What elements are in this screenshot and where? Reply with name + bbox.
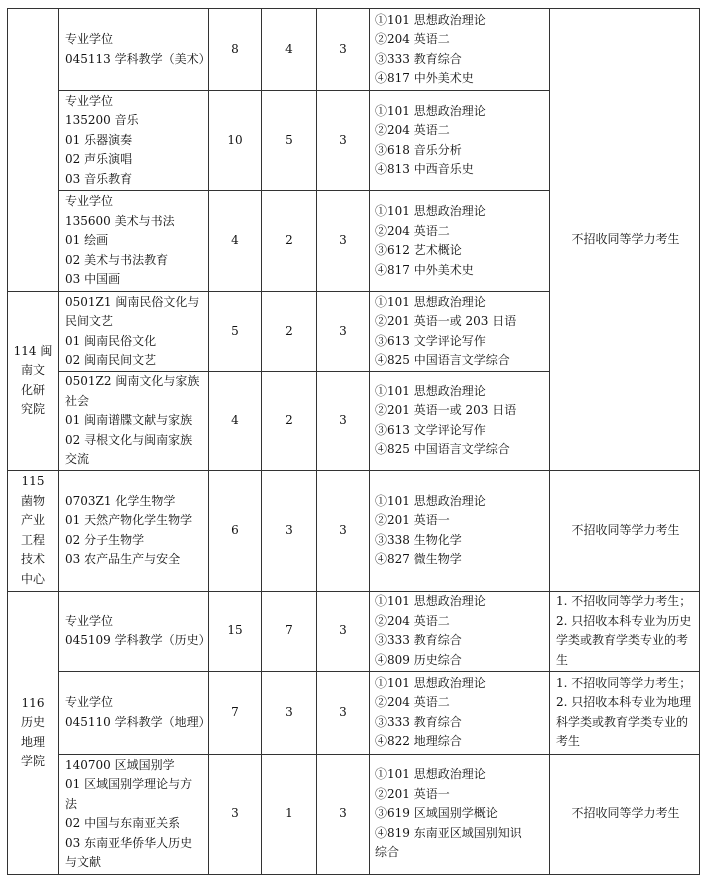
major-line: 01 绘画 <box>65 233 109 248</box>
enroll-cell: 5 <box>209 292 262 372</box>
major-line: 专业学位 <box>65 194 114 209</box>
dept-line: 化研 <box>20 382 45 397</box>
note-line: 学类或教育学类专业的考 <box>556 633 689 647</box>
dept-line: 中心 <box>20 571 45 586</box>
major-line: 045113 学科教学（美术） <box>65 51 211 66</box>
major-line: 03 音乐教育 <box>65 171 133 186</box>
exam-line: ①101 思想政治理论 <box>375 294 486 309</box>
exam-line: ④827 微生物学 <box>375 552 462 566</box>
major-line: 01 闽南谱牒文献与家族 <box>65 413 193 427</box>
major-cell <box>59 754 209 874</box>
major-line: 民间文艺 <box>65 314 114 328</box>
note-cell: 不招收同等学力考生 <box>550 470 700 591</box>
major-line: 02 中国与东南亚关系 <box>65 816 181 830</box>
exam-line: ④819 东南亚区域国别知识 <box>375 825 522 840</box>
note-line: 考生 <box>556 734 581 748</box>
major-cell <box>59 292 209 372</box>
note-line: 1. 不招收同等学力考生； <box>556 594 692 608</box>
exam-line: ①101 思想政治理论 <box>375 493 486 508</box>
table-row <box>8 671 700 754</box>
dept-line: 产业 <box>20 513 45 527</box>
major-line: 02 闽南民间文艺 <box>65 353 157 367</box>
major-line: 0501Z1 闽南民俗文化与 <box>65 294 200 309</box>
dept-cell <box>8 470 59 591</box>
dept-cell <box>8 591 59 874</box>
major-line: 135200 音乐 <box>65 113 139 128</box>
exam-line: 综合 <box>375 845 400 860</box>
major-line: 0703Z1 化学生物学 <box>65 493 176 508</box>
major-line: 03 农产品生产与安全 <box>65 552 181 566</box>
exam-line: ②204 英语二 <box>375 695 450 709</box>
duration-cell: 3 <box>317 754 370 874</box>
exam-line: ②201 英语一 <box>375 513 450 527</box>
duration-cell: 3 <box>317 372 370 471</box>
enroll-cell: 6 <box>209 470 262 591</box>
major-line: 专业学位 <box>65 695 114 709</box>
enroll-cell: 7 <box>209 671 262 754</box>
exam-line: ②204 英语二 <box>375 32 450 46</box>
exam-cell <box>370 372 550 471</box>
exam-cell <box>370 191 550 292</box>
dept-line: 南文 <box>20 363 45 378</box>
exam-line: ①101 思想政治理论 <box>375 767 486 782</box>
major-line: 045110 学科教学（地理） <box>65 714 211 729</box>
exam-line: ③619 区域国别学概论 <box>375 806 498 821</box>
exam-cell <box>370 754 550 874</box>
major-cell <box>59 9 209 91</box>
exam-line: ②204 英语二 <box>375 223 450 238</box>
exam-line: ③613 文学评论写作 <box>375 333 486 348</box>
major-line: 140700 区域国别学 <box>65 757 175 772</box>
duration-cell: 3 <box>317 9 370 91</box>
exam-line: ②204 英语二 <box>375 613 450 628</box>
dept-line: 历史 <box>20 715 45 729</box>
major-line: 专业学位 <box>65 93 114 108</box>
table-row <box>8 470 700 591</box>
recommend-cell: 2 <box>262 372 317 471</box>
exam-cell <box>370 671 550 754</box>
duration-cell: 3 <box>317 191 370 292</box>
major-line: 045109 学科教学（历史） <box>65 633 211 647</box>
duration-cell: 3 <box>317 470 370 591</box>
dept-line: 116 <box>21 695 45 710</box>
exam-line: ④809 历史综合 <box>375 652 462 667</box>
major-line: 02 寻根文化与闽南家族 <box>65 432 193 447</box>
exam-line: ③618 音乐分析 <box>375 142 462 157</box>
recommend-cell: 2 <box>262 191 317 292</box>
exam-line: ①101 思想政治理论 <box>375 594 486 608</box>
exam-cell <box>370 470 550 591</box>
enroll-cell: 3 <box>209 754 262 874</box>
enroll-cell: 8 <box>209 9 262 91</box>
major-cell <box>59 191 209 292</box>
note-line: 科学类或教育学类专业的 <box>556 714 689 729</box>
major-line: 专业学位 <box>65 32 114 46</box>
exam-cell <box>370 9 550 91</box>
exam-cell <box>370 591 550 671</box>
duration-cell: 3 <box>317 91 370 191</box>
enroll-cell: 10 <box>209 91 262 191</box>
dept-line: 究院 <box>20 402 45 417</box>
major-line: 03 东南亚华侨华人历史 <box>65 835 193 850</box>
enroll-cell: 15 <box>209 591 262 671</box>
dept-line: 菌物 <box>20 493 45 508</box>
table-row <box>8 591 700 671</box>
major-line: 社会 <box>65 393 90 408</box>
recommend-cell: 7 <box>262 591 317 671</box>
recommend-cell: 5 <box>262 91 317 191</box>
recommend-cell: 1 <box>262 754 317 874</box>
major-cell <box>59 91 209 191</box>
major-line: 01 闽南民俗文化 <box>65 333 157 348</box>
dept-cell <box>8 292 59 471</box>
exam-line: ③333 教育综合 <box>375 51 462 66</box>
duration-cell: 3 <box>317 671 370 754</box>
major-line: 02 分子生物学 <box>65 532 145 547</box>
major-line: 与文献 <box>65 855 102 869</box>
major-line: 03 中国画 <box>65 272 121 287</box>
exam-line: ①101 思想政治理论 <box>375 204 486 218</box>
major-line: 02 美术与书法教育 <box>65 252 169 267</box>
dept-cell <box>8 9 59 292</box>
note-cell <box>550 671 700 754</box>
major-line: 0501Z2 闽南文化与家族 <box>65 374 200 388</box>
exam-line: ③613 文学评论写作 <box>375 422 486 437</box>
note-line: 1. 不招收同等学力考生； <box>556 675 692 690</box>
admissions-table <box>7 8 700 875</box>
duration-cell: 3 <box>317 591 370 671</box>
major-line: 01 天然产物化学生物学 <box>65 513 193 527</box>
dept-line: 114 闽 <box>13 343 53 358</box>
recommend-cell: 3 <box>262 671 317 754</box>
note-cell: 不招收同等学力考生 <box>550 754 700 874</box>
note-cell <box>550 591 700 671</box>
table-row <box>8 754 700 874</box>
major-line: 专业学位 <box>65 613 114 628</box>
exam-line: ③333 教育综合 <box>375 714 462 729</box>
major-line: 135600 美术与书法 <box>65 213 175 228</box>
exam-cell <box>370 292 550 372</box>
exam-cell <box>370 91 550 191</box>
note-line: 2. 只招收本科专业为历史 <box>556 613 692 628</box>
major-cell <box>59 372 209 471</box>
note-line: 生 <box>556 652 569 667</box>
enroll-cell: 4 <box>209 372 262 471</box>
recommend-cell: 3 <box>262 470 317 591</box>
dept-line: 地理 <box>20 734 45 749</box>
major-line: 交流 <box>65 452 90 466</box>
table-row <box>8 9 700 91</box>
major-line: 01 区域国别学理论与方 <box>65 777 193 791</box>
exam-line: ④825 中国语言文学综合 <box>375 442 510 457</box>
exam-line: ④825 中国语言文学综合 <box>375 353 510 367</box>
exam-line: ①101 思想政治理论 <box>375 12 486 27</box>
exam-line: ①101 思想政治理论 <box>375 103 486 118</box>
major-line: 01 乐器演奏 <box>65 132 133 147</box>
exam-line: ④813 中西音乐史 <box>375 162 474 176</box>
dept-line: 工程 <box>20 532 45 547</box>
exam-line: ④817 中外美术史 <box>375 71 474 85</box>
exam-line: ②204 英语二 <box>375 123 450 137</box>
exam-line: ②201 英语一 <box>375 786 450 801</box>
dept-line: 115 <box>21 474 45 488</box>
recommend-cell: 4 <box>262 9 317 91</box>
exam-line: ④817 中外美术史 <box>375 262 474 277</box>
exam-line: ①101 思想政治理论 <box>375 675 486 690</box>
enroll-cell: 4 <box>209 191 262 292</box>
exam-line: ①101 思想政治理论 <box>375 383 486 398</box>
exam-line: ④822 地理综合 <box>375 734 462 748</box>
major-cell <box>59 470 209 591</box>
note-line: 2. 只招收本科专业为地理 <box>556 695 692 709</box>
major-cell <box>59 671 209 754</box>
major-cell <box>59 591 209 671</box>
exam-line: ②201 英语一或 203 日语 <box>375 314 517 328</box>
exam-line: ③338 生物化学 <box>375 532 462 547</box>
exam-line: ③612 艺术概论 <box>375 243 462 257</box>
note-cell: 不招收同等学力考生 <box>550 9 700 471</box>
dept-line: 技术 <box>20 552 45 566</box>
dept-line: 学院 <box>20 754 45 768</box>
exam-line: ②201 英语一或 203 日语 <box>375 403 517 418</box>
duration-cell: 3 <box>317 292 370 372</box>
recommend-cell: 2 <box>262 292 317 372</box>
major-line: 02 声乐演唱 <box>65 152 133 167</box>
exam-line: ③333 教育综合 <box>375 633 462 647</box>
major-line: 法 <box>65 796 78 811</box>
